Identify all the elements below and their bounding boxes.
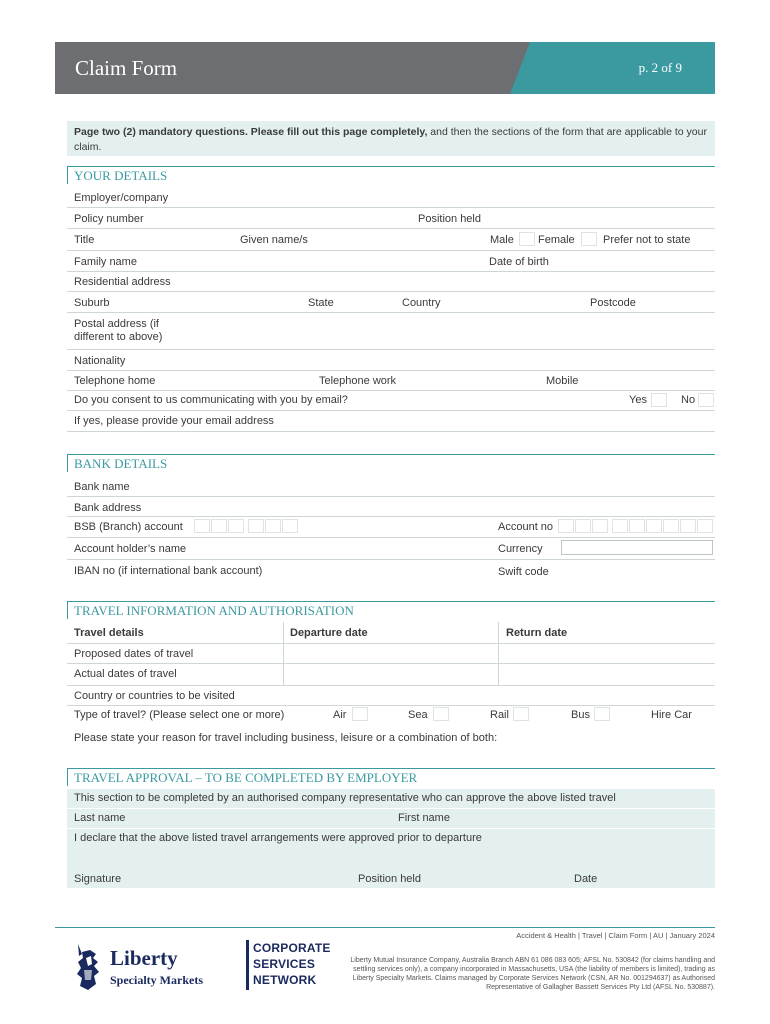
bsb-digit-6[interactable] — [282, 519, 298, 533]
statue-of-liberty-icon — [68, 940, 108, 992]
csn-line-1: CORPORATE — [253, 941, 331, 955]
proposed-label: Proposed dates of travel — [74, 648, 194, 660]
approval-intro: This section to be completed by an authorised company representative who can approve the above listed travel — [74, 792, 616, 804]
female-label: Female — [538, 234, 575, 246]
policy-number-label: Policy number — [74, 213, 144, 225]
consent-no-label: No — [681, 394, 696, 406]
first-name-label: First name — [398, 812, 450, 824]
bsb-digit-5[interactable] — [265, 519, 281, 533]
csn-line-2: SERVICES — [253, 957, 316, 971]
legal-disclaimer: Liberty Mutual Insurance Company, Australia Branch ABN 61 086 083 605; AFSL No. 530842 (for claims handling and settling services only), a company incorporated in Massachusetts, USA (the liability of members is limited), trading as Liberty Specialty Markets. Claims managed by Corporate Services Network (CSN, AR No. 001294637) as Authorised Representative of Gallagher Bassett Services Pty Ltd (AFSL No. 530887). — [350, 957, 715, 991]
bsb-label: BSB (Branch) account — [74, 521, 183, 533]
telephone-row[interactable] — [67, 371, 715, 391]
consent-yes-checkbox[interactable] — [651, 393, 667, 407]
account-digit-5[interactable] — [629, 519, 645, 533]
employer-row[interactable] — [67, 188, 715, 208]
departure-heading: Departure date — [290, 627, 368, 639]
iban-row[interactable] — [67, 560, 715, 582]
email-label: If yes, please provide your email address — [74, 415, 274, 427]
residential-label: Residential address — [74, 276, 171, 288]
rail-label: Rail — [490, 709, 509, 721]
reason-label: Please state your reason for travel including business, leisure or a combination of both: — [74, 732, 498, 744]
travel-info-title: TRAVEL INFORMATION AND AUTHORISATION — [67, 601, 715, 619]
approval-intro-row — [67, 789, 715, 809]
approver-position-label: Position held — [358, 873, 421, 885]
title-row[interactable] — [67, 229, 715, 251]
policy-row[interactable] — [67, 208, 715, 229]
bank-name-row[interactable] — [67, 476, 715, 497]
holder-row[interactable] — [67, 538, 715, 560]
postal-label-2: different to above) — [74, 331, 163, 343]
csn-line-3: NETWORK — [253, 973, 317, 987]
bsb-row — [67, 517, 715, 538]
signature-label: Signature — [74, 873, 122, 885]
account-digit-7[interactable] — [663, 519, 679, 533]
residential-row[interactable] — [67, 272, 715, 292]
employer-label: Employer/company — [74, 192, 169, 204]
female-checkbox[interactable] — [581, 232, 597, 246]
travel-type-label: Type of travel? (Please select one or more) — [74, 709, 285, 721]
consent-row — [67, 391, 715, 411]
page-number: p. 2 of 9 — [638, 60, 682, 75]
return-heading: Return date — [506, 627, 568, 639]
header-teal-band — [510, 42, 715, 94]
air-label: Air — [333, 709, 347, 721]
bus-label: Bus — [571, 709, 590, 721]
position-held-label: Position held — [418, 213, 481, 225]
given-names-label: Given name/s — [240, 234, 308, 246]
postal-label-1: Postal address (if — [74, 318, 159, 330]
intro-bold: Page two (2) mandatory questions. Please fill out this page completely, — [74, 126, 428, 138]
sea-label: Sea — [408, 709, 428, 721]
intro-note — [67, 121, 715, 156]
account-digit-2[interactable] — [575, 519, 591, 533]
proposed-row[interactable] — [67, 644, 715, 664]
suburb-row[interactable] — [67, 292, 715, 313]
specialty-markets-wordmark: Specialty Markets — [110, 973, 203, 987]
bsb-digit-3[interactable] — [228, 519, 244, 533]
actual-row[interactable] — [67, 664, 715, 686]
swift-label: Swift code — [498, 566, 549, 578]
account-digit-8[interactable] — [680, 519, 696, 533]
travel-approval-title: TRAVEL APPROVAL – TO BE COMPLETED BY EMPLOYER — [67, 768, 715, 786]
bank-address-row[interactable] — [67, 497, 715, 517]
male-checkbox[interactable] — [519, 232, 535, 246]
reason-row[interactable] — [67, 726, 715, 750]
consent-no-checkbox[interactable] — [698, 393, 714, 407]
approval-date-label: Date — [574, 873, 598, 885]
holder-label: Account holder’s name — [74, 543, 187, 555]
family-name-label: Family name — [74, 256, 137, 268]
bsb-digit-4[interactable] — [248, 519, 264, 533]
bank-address-label: Bank address — [74, 502, 142, 514]
tel-home-label: Telephone home — [74, 375, 156, 387]
hire-car-label: Hire Car — [651, 709, 692, 721]
account-digit-3[interactable] — [592, 519, 608, 533]
prefer-not-label: Prefer not to state — [603, 234, 691, 246]
account-digit-1[interactable] — [558, 519, 574, 533]
currency-label: Currency — [498, 543, 543, 555]
email-row[interactable] — [67, 411, 715, 432]
declaration-label: I declare that the above listed travel arrangements were approved prior to departure — [74, 832, 482, 844]
suburb-label: Suburb — [74, 297, 110, 309]
bsb-digit-2[interactable] — [211, 519, 227, 533]
bus-checkbox[interactable] — [594, 707, 610, 721]
male-label: Male — [490, 234, 514, 246]
travel-header-row — [67, 622, 715, 644]
liberty-logo — [68, 940, 218, 992]
account-digit-4[interactable] — [612, 519, 628, 533]
bank-details-title: BANK DETAILS — [67, 454, 715, 472]
your-details-title: YOUR DETAILS — [67, 166, 715, 184]
declaration-row[interactable] — [67, 829, 715, 889]
state-label: State — [308, 297, 334, 309]
air-checkbox[interactable] — [352, 707, 368, 721]
country-label: Country — [402, 297, 441, 309]
mobile-label: Mobile — [546, 375, 579, 387]
footer-reference: Accident & Health | Travel | Claim Form | AU | January 2024 — [516, 931, 715, 940]
tel-work-label: Telephone work — [319, 375, 397, 387]
intro-rest: and then the sections of the form that are applicable to your claim. — [74, 126, 707, 153]
bank-name-label: Bank name — [74, 481, 130, 493]
postcode-label: Postcode — [590, 297, 636, 309]
iban-label: IBAN no (if international bank account) — [74, 565, 263, 577]
account-digit-9[interactable] — [697, 519, 713, 533]
bsb-digit-1[interactable] — [194, 519, 210, 533]
sea-checkbox[interactable] — [433, 707, 449, 721]
form-title: Claim Form — [75, 56, 178, 80]
dob-label: Date of birth — [489, 256, 549, 268]
consent-yes-label: Yes — [629, 394, 647, 406]
rail-checkbox[interactable] — [513, 707, 529, 721]
nationality-label: Nationality — [74, 355, 126, 367]
form-header — [55, 42, 715, 94]
countries-label: Country or countries to be visited — [74, 690, 235, 702]
countries-row[interactable] — [67, 686, 715, 706]
account-no-label: Account no — [498, 521, 554, 533]
postal-row[interactable] — [67, 313, 715, 350]
nationality-row[interactable] — [67, 350, 715, 371]
last-name-label: Last name — [74, 812, 126, 824]
currency-field[interactable] — [561, 540, 713, 555]
travel-details-heading: Travel details — [74, 627, 144, 639]
csn-logo — [246, 940, 341, 990]
family-row[interactable] — [67, 251, 715, 272]
actual-label: Actual dates of travel — [74, 668, 177, 680]
approver-name-row[interactable] — [67, 809, 715, 829]
footer-divider — [55, 927, 715, 928]
type-row — [67, 706, 715, 726]
account-digit-6[interactable] — [646, 519, 662, 533]
title-label: Title — [74, 234, 95, 246]
consent-label: Do you consent to us communicating with you by email? — [74, 394, 348, 406]
liberty-wordmark: Liberty — [110, 946, 178, 970]
